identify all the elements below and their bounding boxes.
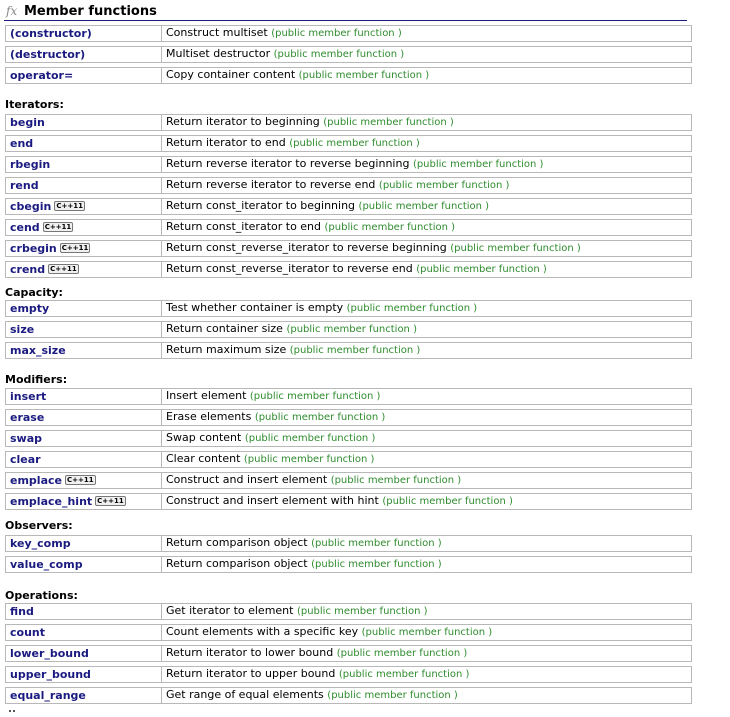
function-description-cell	[161, 493, 692, 510]
function-name-cell	[5, 624, 161, 641]
function-description: Get range of equal elements	[166, 688, 324, 701]
cpp11-badge: C++11	[66, 475, 94, 484]
function-link[interactable]: insert	[10, 389, 47, 403]
function-description: Test whether container is empty	[166, 301, 344, 314]
function-description: Insert element	[166, 389, 247, 402]
cpp11-badge: C++11	[50, 264, 77, 273]
function-link[interactable]: upper_bound	[10, 667, 91, 681]
member-kind-label: (public member function )	[330, 475, 462, 486]
member-kind-label: (public member function )	[346, 303, 478, 314]
function-row-empty	[5, 300, 692, 317]
function-link[interactable]: cbegin	[10, 199, 52, 213]
function-description-cell	[161, 135, 692, 152]
function-link[interactable]: value_comp	[10, 557, 83, 571]
function-row-size	[5, 321, 692, 338]
function-row-rbegin	[5, 156, 692, 173]
function-table-general	[5, 21, 692, 88]
truncated-content-indicator	[5, 707, 45, 717]
member-kind-label: (public member function )	[254, 412, 386, 423]
function-row-upper-bound	[5, 666, 692, 683]
function-description-cell	[161, 409, 692, 426]
function-link[interactable]: key_comp	[10, 536, 71, 550]
function-description-cell	[161, 114, 692, 131]
function-row-max-size	[5, 342, 692, 359]
function-row-find	[5, 603, 692, 620]
function-name-cell	[5, 430, 161, 447]
member-kind-label: (public member function )	[289, 345, 421, 356]
function-description: Return iterator to beginning	[166, 115, 320, 128]
function-row-operator	[5, 67, 692, 84]
function-table-capacity	[5, 296, 692, 363]
function-description-cell	[161, 240, 692, 257]
function-description-cell	[161, 342, 692, 359]
member-kind-label: (public member function )	[338, 669, 470, 680]
function-description: Clear content	[166, 452, 241, 465]
function-link[interactable]: emplace_hint	[10, 494, 93, 508]
function-description-cell	[161, 535, 692, 552]
function-name-cell	[5, 556, 161, 573]
function-row-crbegin	[5, 240, 692, 257]
function-row-cbegin	[5, 198, 692, 215]
function-table-observers	[5, 531, 692, 577]
function-link[interactable]: swap	[10, 431, 43, 445]
function-link[interactable]: (constructor)	[10, 26, 92, 40]
function-description: Return comparison object	[166, 536, 308, 549]
function-description: Return reverse iterator to reverse end	[166, 178, 376, 191]
function-row-value-comp	[5, 556, 692, 573]
function-description: Erase elements	[166, 410, 252, 423]
function-name-cell	[5, 25, 161, 42]
function-row-swap	[5, 430, 692, 447]
function-description: Count elements with a specific key	[166, 625, 359, 638]
function-name-cell	[5, 219, 161, 236]
function-name-cell	[5, 156, 161, 173]
function-name-cell	[5, 177, 161, 194]
function-name-cell	[5, 603, 161, 620]
function-link[interactable]: count	[10, 625, 45, 639]
function-description: Construct and insert element	[166, 473, 328, 486]
function-row-destructor	[5, 46, 692, 63]
member-kind-label: (public member function )	[412, 159, 544, 170]
function-description-cell	[161, 156, 692, 173]
function-link[interactable]: lower_bound	[10, 646, 89, 660]
function-name-cell	[5, 46, 161, 63]
function-link[interactable]: cend	[10, 220, 40, 234]
function-row-end	[5, 135, 692, 152]
function-row-emplace	[5, 472, 692, 489]
member-kind-label: (public member function )	[289, 138, 420, 149]
function-row-lower-bound	[5, 645, 692, 662]
section-title-iterators: Iterators:	[5, 98, 64, 111]
function-description: Return iterator to upper bound	[166, 667, 336, 680]
section-title-modifiers: Modifiers:	[5, 373, 68, 386]
cpp11-badge: C++11	[44, 222, 72, 231]
function-description-cell	[161, 603, 692, 620]
function-description: Return iterator to lower bound	[166, 646, 334, 659]
function-row-rend	[5, 177, 692, 194]
function-link[interactable]: operator=	[10, 68, 74, 82]
function-row-cend	[5, 219, 692, 236]
function-link[interactable]: crbegin	[10, 241, 57, 255]
function-description: Get iterator to element	[166, 604, 294, 617]
function-name-cell	[5, 114, 161, 131]
function-name-cell	[5, 493, 161, 510]
function-name-cell	[5, 666, 161, 683]
function-description-cell	[161, 261, 692, 278]
function-description-cell	[161, 556, 692, 573]
function-name-cell	[5, 135, 161, 152]
function-description-cell	[161, 67, 692, 84]
member-kind-label: (public member function )	[249, 391, 381, 402]
function-description: Return reverse iterator to reverse beginning	[166, 157, 410, 170]
function-name-cell	[5, 451, 161, 468]
function-row-equal-range	[5, 687, 692, 704]
function-description-cell	[161, 300, 692, 317]
function-row-erase	[5, 409, 692, 426]
function-description: Return iterator to end	[166, 136, 286, 149]
function-link[interactable]: rbegin	[10, 157, 51, 171]
function-description-cell	[161, 25, 692, 42]
member-kind-label: (public member function )	[382, 496, 513, 507]
member-kind-label: (public member function )	[336, 648, 468, 659]
function-description-cell	[161, 198, 692, 215]
function-description: Return container size	[166, 322, 283, 335]
function-link[interactable]: rend	[10, 178, 39, 192]
function-name-cell	[5, 198, 161, 215]
function-description-cell	[161, 430, 692, 447]
function-description-cell	[161, 177, 692, 194]
function-name-cell	[5, 300, 161, 317]
member-kind-label: (public member function )	[327, 690, 458, 701]
function-row-begin	[5, 114, 692, 131]
function-description-cell	[161, 624, 692, 641]
member-kind-label: (public member function )	[324, 222, 456, 233]
function-name-cell	[5, 67, 161, 84]
page-title: Member functions	[24, 4, 157, 19]
member-kind-label: (public member function )	[243, 454, 375, 465]
function-description-cell	[161, 687, 692, 704]
member-kind-label: (public member function )	[361, 627, 493, 638]
function-link[interactable]: size	[10, 322, 35, 336]
function-link[interactable]: erase	[10, 410, 45, 424]
function-description: Return const_reverse_iterator to reverse end	[166, 262, 413, 275]
function-name-cell	[5, 472, 161, 489]
member-kind-label: (public member function )	[378, 180, 510, 191]
member-kind-label: (public member function )	[244, 433, 376, 444]
section-header	[4, 3, 687, 21]
function-description-cell	[161, 451, 692, 468]
function-description-cell	[161, 472, 692, 489]
function-row-count	[5, 624, 692, 641]
member-kind-label: (public member function )	[450, 243, 581, 254]
function-table-operations	[5, 599, 692, 708]
function-row-emplace-hint	[5, 493, 692, 510]
function-row-clear	[5, 451, 692, 468]
function-description: Return const_reverse_iterator to reverse beginning	[166, 241, 447, 254]
section-title-operations: Operations:	[5, 589, 78, 602]
function-name-cell	[5, 342, 161, 359]
function-name-cell	[5, 535, 161, 552]
function-description-cell	[161, 645, 692, 662]
function-description: Multiset destructor	[166, 47, 271, 60]
function-description-cell	[161, 388, 692, 405]
function-row-constructor	[5, 25, 692, 42]
function-description: Return const_iterator to beginning	[166, 199, 356, 212]
function-description: Construct multiset	[166, 26, 268, 39]
function-link[interactable]: max_size	[10, 343, 66, 357]
function-description: Copy container content	[166, 68, 296, 81]
function-description-cell	[161, 219, 692, 236]
cpp11-badge: C++11	[61, 243, 89, 252]
member-kind-label: (public member function )	[286, 324, 417, 335]
function-description: Return const_iterator to end	[166, 220, 322, 233]
member-kind-label: (public member function )	[273, 49, 405, 60]
function-link[interactable]: (destructor)	[10, 47, 86, 61]
function-link[interactable]: end	[10, 136, 34, 150]
function-name-cell	[5, 687, 161, 704]
function-description: Swap content	[166, 431, 242, 444]
function-name-cell	[5, 261, 161, 278]
section-title-observers: Observers:	[5, 519, 73, 532]
function-name-cell	[5, 321, 161, 338]
member-kind-label: (public member function )	[311, 559, 442, 570]
member-kind-label: (public member function )	[358, 201, 490, 212]
function-table-iterators	[5, 110, 692, 282]
function-row-insert	[5, 388, 692, 405]
member-kind-label: (public member function )	[311, 538, 442, 549]
function-link[interactable]: find	[10, 604, 34, 618]
function-link[interactable]: clear	[10, 452, 41, 466]
member-kind-label: (public member function )	[271, 28, 402, 39]
function-description-cell	[161, 46, 692, 63]
function-name-cell	[5, 645, 161, 662]
member-kind-label: (public member function )	[323, 117, 454, 128]
cpp11-badge: C++11	[97, 496, 124, 505]
member-kind-label: (public member function )	[296, 606, 428, 617]
function-row-crend	[5, 261, 692, 278]
function-description-cell	[161, 321, 692, 338]
function-description: Return comparison object	[166, 557, 308, 570]
function-link[interactable]: equal_range	[10, 688, 86, 702]
function-description-cell	[161, 666, 692, 683]
member-kind-label: (public member function )	[416, 264, 547, 275]
function-name-cell	[5, 388, 161, 405]
function-link[interactable]: begin	[10, 115, 45, 129]
fx-icon: fx	[6, 4, 18, 18]
function-table-modifiers	[5, 384, 692, 514]
function-name-cell	[5, 409, 161, 426]
function-name-cell	[5, 240, 161, 257]
function-description: Return maximum size	[166, 343, 287, 356]
function-link[interactable]: empty	[10, 301, 50, 315]
cpp11-badge: C++11	[56, 201, 83, 210]
member-kind-label: (public member function )	[298, 70, 430, 81]
function-link[interactable]: crend	[10, 262, 46, 276]
section-title-capacity: Capacity:	[5, 286, 63, 299]
function-description: Construct and insert element with hint	[166, 494, 379, 507]
function-row-key-comp	[5, 535, 692, 552]
function-link[interactable]: emplace	[10, 473, 62, 487]
